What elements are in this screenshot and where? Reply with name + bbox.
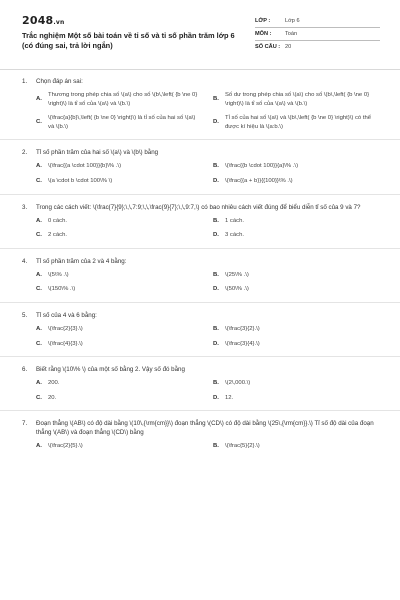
option-letter: D. — [213, 177, 219, 184]
question-text: Tỉ số phần trăm của 2 và 4 bằng: — [36, 257, 127, 265]
question-4 — [22, 257, 378, 294]
option-letter: A. — [36, 163, 42, 170]
meta-value: Lớp 6 — [285, 18, 300, 24]
question-text: Trong các cách viết: \(\frac{7}{9};\,\,7:9;\,\,\frac{9}{7};\,\,9:7,\) có bao nhiêu cách viết đúng để biểu diễn tỉ số của 9 và 7? — [36, 203, 361, 211]
option-letter: D. — [213, 394, 219, 401]
meta-row-class — [255, 15, 380, 28]
option-a[interactable] — [36, 91, 201, 108]
option-letter: A. — [36, 271, 42, 278]
question-1 — [22, 77, 378, 131]
option-d[interactable] — [213, 177, 378, 186]
question-divider — [0, 302, 400, 303]
option-b[interactable] — [213, 217, 378, 226]
question-divider — [0, 248, 400, 249]
option-letter: B. — [213, 325, 219, 332]
question-stem — [22, 311, 378, 320]
option-letter: D. — [213, 286, 219, 293]
option-grid — [36, 379, 378, 402]
option-b[interactable] — [213, 271, 378, 280]
question-text: Biết rằng \(10\% \) của một số bằng 2. Vậy số đó bằng — [36, 366, 185, 374]
question-divider — [0, 139, 400, 140]
option-letter: C. — [36, 232, 42, 239]
meta-value: 20 — [285, 44, 292, 50]
page-title: Trắc nghiệm Một số bài toán về tỉ số và tỉ số phần trăm lớp 6 (có đúng sai, trả lời ngắn) — [22, 31, 235, 50]
option-text: \(\frac{2}{3}.\) — [48, 325, 83, 332]
meta-row-count — [255, 41, 380, 53]
question-2 — [22, 148, 378, 185]
question-stem — [22, 77, 378, 86]
site-logo[interactable] — [22, 14, 64, 27]
option-letter: A. — [36, 217, 42, 224]
option-letter: B. — [213, 96, 219, 103]
option-letter: D. — [213, 340, 219, 347]
option-text: Số dư trong phép chia số \(a\) cho số \(b\,\left( {b \ne 0} \right)\) là tỉ số của \(a\) và \(b.\) — [225, 92, 370, 107]
option-text: 200. — [48, 380, 60, 387]
option-a[interactable] — [36, 162, 201, 171]
question-number: 3. — [22, 203, 28, 211]
option-c[interactable] — [36, 177, 201, 186]
option-grid — [36, 217, 378, 240]
meta-value: Toán — [285, 31, 298, 37]
option-a[interactable] — [36, 271, 201, 280]
option-b[interactable] — [213, 325, 378, 334]
question-list — [0, 77, 400, 451]
option-text: \(\frac{{b \cdot 100}}{a}\% .\) — [225, 163, 299, 170]
option-text: \(\frac{{a \cdot 100}}{b}\% .\) — [48, 163, 122, 170]
option-text: \(a \cdot b \cdot 100\% \) — [48, 177, 113, 184]
question-3 — [22, 203, 378, 240]
option-text: \(50\% .\) — [225, 286, 249, 293]
question-number: 2. — [22, 149, 28, 157]
option-text: \(150\% .\) — [48, 286, 76, 293]
question-stem — [22, 419, 378, 437]
question-5 — [22, 311, 378, 348]
option-a[interactable] — [36, 325, 201, 334]
question-7 — [22, 419, 378, 451]
option-letter: B. — [213, 443, 219, 450]
option-grid — [36, 162, 378, 185]
option-d[interactable] — [213, 285, 378, 294]
option-text: \(25\% .\) — [225, 271, 249, 278]
header-divider — [0, 69, 400, 70]
option-c[interactable] — [36, 114, 201, 131]
option-letter: C. — [36, 119, 42, 126]
option-letter: B. — [213, 163, 219, 170]
option-text: \(\frac{5}{2}.\) — [225, 443, 260, 450]
option-letter: D. — [213, 119, 219, 126]
option-text: \(2\,000.\) — [225, 380, 251, 387]
question-number: 7. — [22, 420, 28, 428]
option-b[interactable] — [213, 379, 378, 388]
question-divider — [0, 194, 400, 195]
logo-suffix: .vn — [53, 19, 65, 26]
option-letter: C. — [36, 177, 42, 184]
option-letter: B. — [213, 380, 219, 387]
option-text: \(\frac{3}{4}.\) — [225, 340, 260, 347]
option-text: \(\frac{2}{5}.\) — [48, 443, 83, 450]
question-number: 1. — [22, 78, 28, 85]
meta-row-subject — [255, 28, 380, 41]
question-text: Chọn đáp án sai: — [36, 78, 83, 85]
option-d[interactable] — [213, 114, 378, 131]
option-a[interactable] — [36, 379, 201, 388]
meta-label: SỐ CÂU : — [255, 44, 281, 50]
option-text: 1 cách. — [225, 217, 244, 224]
option-text: 0 cách. — [48, 217, 67, 224]
option-text: Thương trong phép chia số \(a\) cho số \(b\,\left( {b \ne 0} \right)\) là tỉ số của \(a\) và \(b.\) — [48, 92, 198, 107]
meta-table — [255, 15, 380, 53]
question-text: Đoạn thẳng \(AB\) có độ dài bằng \(10\,{\rm{cm}}\) đoạn thẳng \(CD\) có độ dài bằng \(25\,{\rm{cm}}.\) Tỉ số độ dài của đoạn thẳng \(AB\) và đoạn thẳng \(CD\) bằng — [36, 420, 374, 437]
option-d[interactable] — [213, 394, 378, 403]
question-stem — [22, 148, 378, 157]
question-divider — [0, 410, 400, 411]
option-text: \(\frac{a}{b}\,\left( {b \ne 0} \right)\) là tỉ số của hai số \(a\) và \(b.\) — [48, 115, 196, 130]
option-letter: D. — [213, 232, 219, 239]
question-number: 5. — [22, 311, 28, 319]
question-number: 6. — [22, 366, 28, 374]
option-text: \(5\% .\) — [48, 271, 69, 278]
option-text: \(\frac{{a + b}}{{100}}\% .\) — [225, 177, 293, 184]
option-d[interactable] — [213, 231, 378, 240]
option-text: Tỉ số của hai số \(a\) và \(b\,\left( {b \ne 0} \right)\) có thể được kí hiệu là \(a:b.\) — [225, 115, 372, 130]
option-c[interactable] — [36, 231, 201, 240]
option-text: 2 cách. — [48, 232, 67, 239]
option-letter: A. — [36, 96, 42, 103]
option-letter: B. — [213, 217, 219, 224]
option-text: \(\frac{3}{2}.\) — [225, 325, 260, 332]
option-c[interactable] — [36, 394, 201, 403]
option-b[interactable] — [213, 442, 378, 451]
option-c[interactable] — [36, 285, 201, 294]
option-grid — [36, 91, 378, 131]
option-d[interactable] — [213, 340, 378, 349]
question-stem — [22, 257, 378, 266]
option-letter: C. — [36, 394, 42, 401]
question-text: Tỉ số phần trăm của hai số \(a\) và \(b\) bằng — [36, 149, 159, 157]
option-c[interactable] — [36, 340, 201, 349]
question-6 — [22, 365, 378, 402]
logo-main: 2048 — [22, 14, 54, 27]
option-text: 3 cách. — [225, 232, 244, 239]
question-number: 4. — [22, 257, 28, 265]
option-letter: A. — [36, 325, 42, 332]
question-divider — [0, 356, 400, 357]
question-stem — [22, 203, 378, 212]
option-grid — [36, 325, 378, 348]
option-text: 20. — [48, 394, 57, 401]
option-grid — [36, 271, 378, 294]
option-grid — [36, 442, 378, 451]
option-letter: A. — [36, 380, 42, 387]
question-stem — [22, 365, 378, 374]
option-letter: C. — [36, 340, 42, 347]
option-text: 12. — [225, 394, 234, 401]
option-letter: C. — [36, 286, 42, 293]
option-text: \(\frac{4}{3}.\) — [48, 340, 83, 347]
option-letter: B. — [213, 271, 219, 278]
meta-label: MÔN : — [255, 31, 272, 37]
option-b[interactable] — [213, 91, 378, 108]
option-a[interactable] — [36, 217, 201, 226]
option-a[interactable] — [36, 442, 201, 451]
option-b[interactable] — [213, 162, 378, 171]
meta-label: LỚP : — [255, 18, 271, 24]
question-text: Tỉ số của 4 và 6 bằng: — [36, 311, 97, 319]
option-letter: A. — [36, 443, 42, 450]
